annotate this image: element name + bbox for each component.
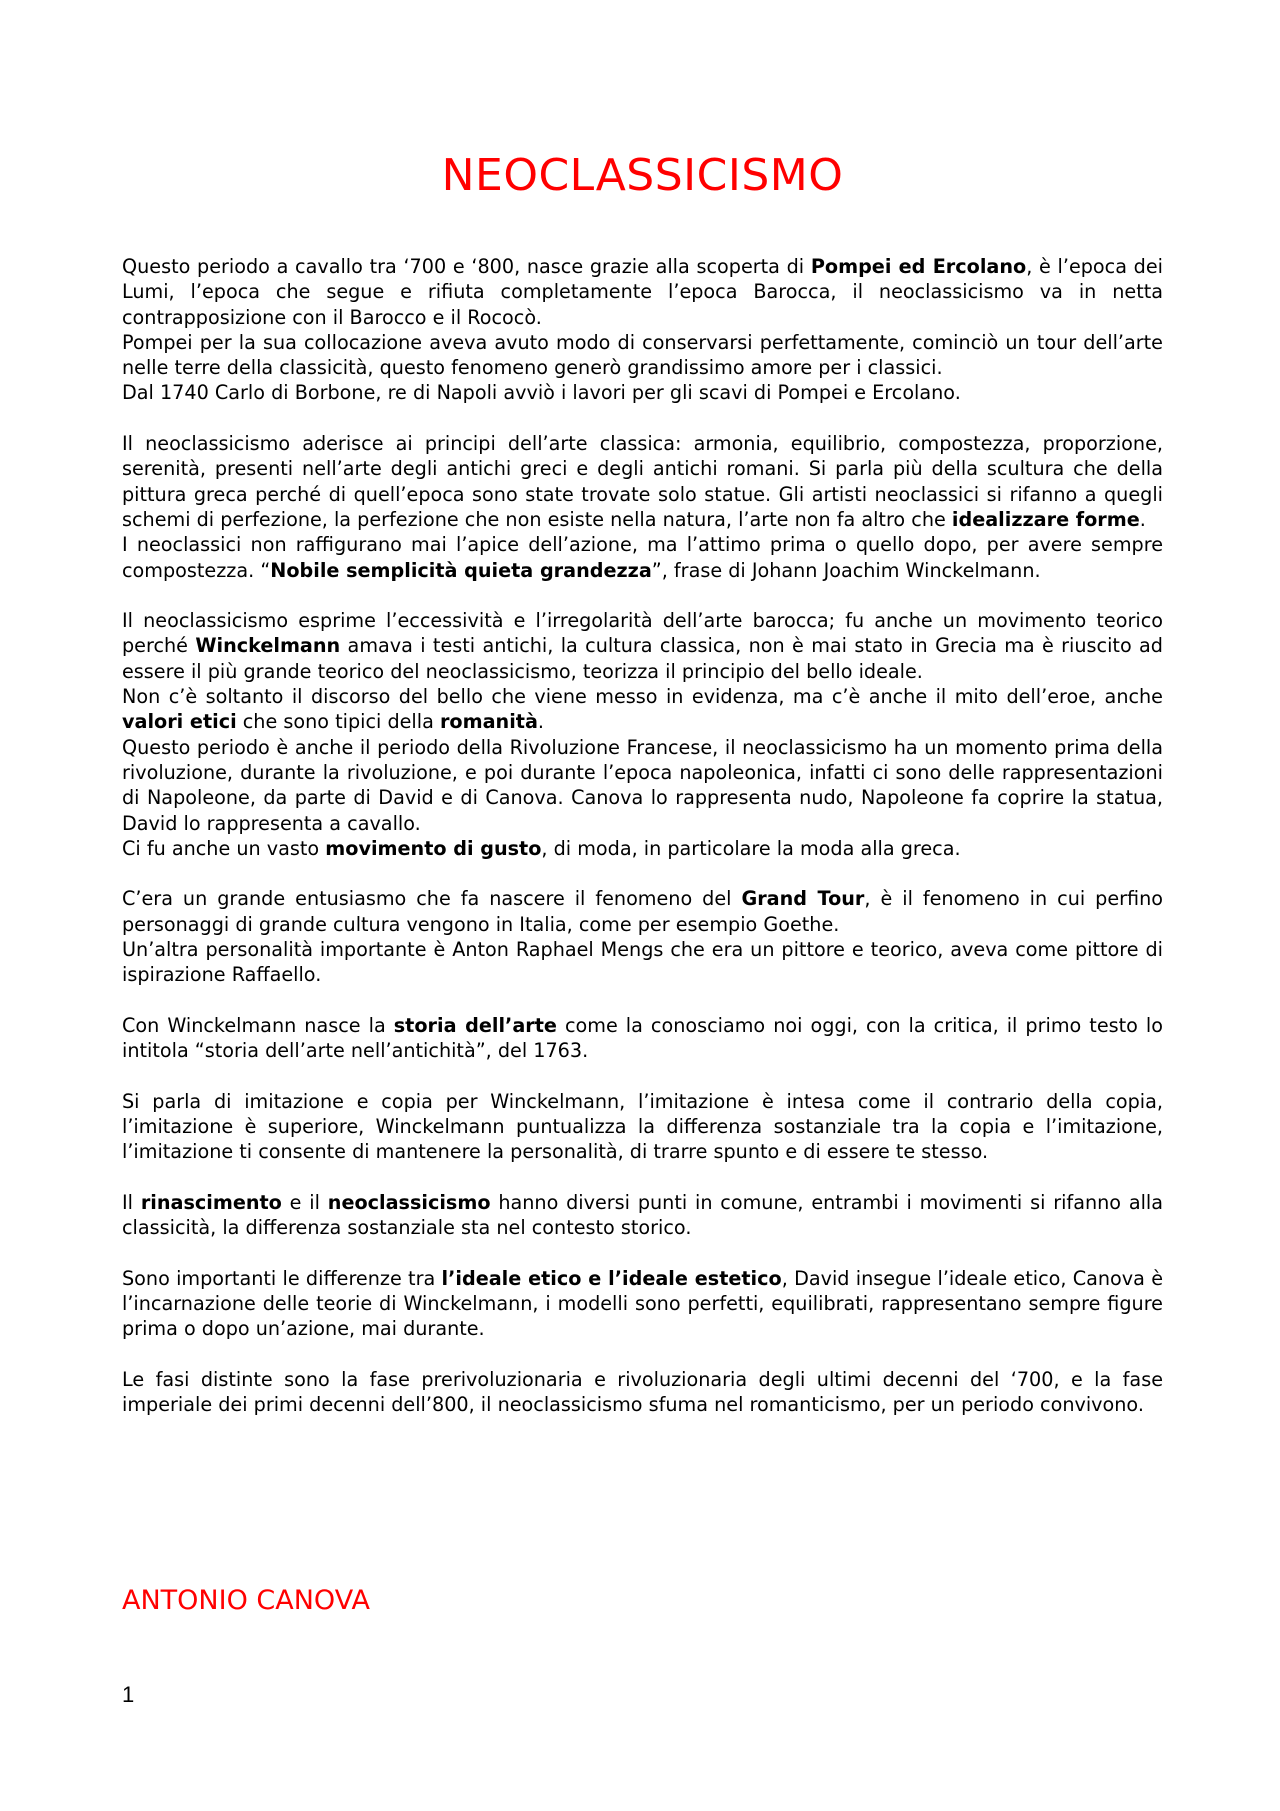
text-run: Il	[122, 1190, 141, 1214]
text-run: Non c’è soltanto il discorso del bello che viene messo in evidenza, ma c’è anche il mito dell’eroe, anche	[122, 685, 1163, 709]
bold-term: rinascimento	[140, 1190, 282, 1214]
paragraph	[122, 1266, 1163, 1342]
paragraph	[122, 1190, 1163, 1241]
bold-term: neoclassicismo	[327, 1190, 491, 1214]
bold-term: valori etici	[122, 710, 237, 734]
text-run: ”, frase di Johann Joachim Winckelmann.	[651, 558, 1041, 582]
section-heading: ANTONIO CANOVA	[122, 1585, 370, 1616]
paragraph	[122, 1089, 1163, 1165]
text-run: hanno diversi punti in comune, entrambi i movimenti si rifanno alla classicità, la differenza sostanziale sta nel contesto storico.	[122, 1190, 1164, 1240]
bold-term: storia dell’arte	[393, 1013, 557, 1037]
bold-term: Winckelmann	[195, 634, 341, 658]
text-run: Pompei per la sua collocazione aveva avuto modo di conservarsi perfettamente, cominciò un tour dell’arte nelle terre della classicità, questo fenomeno generò grandissimo amore per i classici.	[122, 330, 1163, 380]
page-title: NEOCLASSICISMO	[441, 150, 844, 201]
text-run: Un’altra personalità importante è Anton Raphael Mengs che era un pittore e teorico, aveva come pittore di ispirazione Raffaello.	[122, 938, 1163, 987]
bold-term: movimento di gusto	[325, 836, 542, 860]
text-run: Sono importanti le differenze tra	[122, 1266, 442, 1290]
paragraph	[122, 254, 1163, 330]
paragraph	[122, 937, 1163, 988]
text-run: Le fasi distinte sono la fase prerivoluzionaria e rivoluzionaria degli ultimi decenni del ‘700, e la fase imperiale dei primi decenni dell’800, il neoclassicismo sfuma nel romanticismo, per un periodo convivono.	[122, 1368, 1163, 1417]
paragraph	[122, 735, 1163, 836]
text-run: amava i testi antichi, la cultura classica, non è mai stato in Grecia ma è riuscito ad essere il più grande teorico del neoclassicismo, teorizza il principio del bello ideale.	[122, 634, 1163, 683]
text-run: , di moda, in particolare la moda alla greca.	[541, 836, 961, 860]
body-text	[122, 254, 1163, 1418]
text-run: , è l’epoca dei Lumi, l’epoca che segue e rifiuta completamente l’epoca Barocca, il neoclassicismo va in netta contrapposizione con il Barocco e il Rococò.	[122, 255, 1163, 329]
text-run: , è il fenomeno in cui perfino personaggi di grande cultura vengono in Italia, come per esempio Goethe.	[122, 887, 1164, 936]
paragraph	[122, 380, 1163, 405]
text-run: .	[537, 710, 545, 734]
bold-term: Pompei ed Ercolano	[810, 255, 1027, 278]
text-run: Il neoclassicismo esprime l’eccessività e l’irregolarità dell’arte barocca; fu anche un movimento teorico perché	[122, 609, 1163, 658]
text-run: , David insegue l’ideale etico, Canova è l’incarnazione delle teorie di Winckelmann, i modelli sono perfetti, equilibrati, rappresentano sempre figure prima o dopo un’azione, mai durante.	[122, 1266, 1163, 1341]
text-run: .	[1139, 507, 1146, 531]
text-run: Ci fu anche un vasto	[122, 836, 326, 860]
text-run: Questo periodo a cavallo tra ‘700 e ‘800, nasce grazie alla scoperta di	[122, 255, 811, 278]
paragraph	[122, 431, 1163, 532]
text-run: C’era un grande entusiasmo che fa nascere il fenomeno del	[122, 887, 742, 911]
text-run: Si parla di imitazione e copia per Winckelmann, l’imitazione è intesa come il contrario della copia, l’imitazione è superiore, Winckelmann puntualizza la differenza sostanziale tra la copia e l’imitazione, l’imitazione ti consente di mantenere la personalità, di trarre spunto e di essere te stesso.	[122, 1089, 1163, 1164]
bold-term: romanità	[439, 710, 538, 734]
paragraph	[122, 1367, 1163, 1418]
text-run: Questo periodo è anche il periodo della Rivoluzione Francese, il neoclassicismo ha un momento prima della rivoluzione, durante la rivoluzione, e poi durante l’epoca napoleonica, infatti ci sono delle rappresentazioni di Napoleone, da parte di David e di Canova. Canova lo rappresenta nudo, Napoleone fa coprire la statua, David lo rappresenta a cavallo.	[122, 735, 1163, 835]
bold-term: l’ideale etico e l’ideale estetico	[441, 1266, 782, 1290]
text-run: Il neoclassicismo aderisce ai principi dell’arte classica: armonia, equilibrio, compostezza, proporzione, serenità, presenti nell’arte degli antichi greci e degli antichi romani. Si parla più della scultura che della pittura greca perché di quell’epoca sono state trovate solo statue. Gli artisti neoclassici si rifanno a quegli schemi di perfezione, la perfezione che non esiste nella natura, l’arte non fa altro che	[122, 432, 1163, 531]
bold-term: idealizzare forme	[951, 507, 1140, 531]
paragraph	[122, 684, 1163, 735]
paragraph	[122, 886, 1163, 937]
text-run: Dal 1740 Carlo di Borbone, re di Napoli avviò i lavori per gli scavi di Pompei e Ercolano.	[122, 381, 961, 405]
paragraph	[122, 330, 1163, 381]
paragraph	[122, 532, 1163, 583]
paragraph	[122, 1013, 1163, 1064]
paragraph	[122, 608, 1163, 684]
text-run: e il	[281, 1190, 328, 1214]
paragraph	[122, 836, 1163, 861]
text-run: che sono tipici della	[236, 710, 440, 734]
text-run: Con Winckelmann nasce la	[122, 1013, 394, 1037]
text-run: I neoclassici non raffigurano mai l’apice dell’azione, ma l’attimo prima o quello dopo, per avere sempre compostezza. “	[122, 533, 1163, 582]
bold-term: Nobile semplicità quieta grandezza	[270, 558, 652, 582]
page-number: 1	[122, 1682, 135, 1707]
text-run: come la conosciamo noi oggi, con la critica, il primo testo lo intitola “storia dell’arte nell’antichità”, del 1763.	[122, 1013, 1163, 1063]
bold-term: Grand Tour	[741, 887, 865, 911]
